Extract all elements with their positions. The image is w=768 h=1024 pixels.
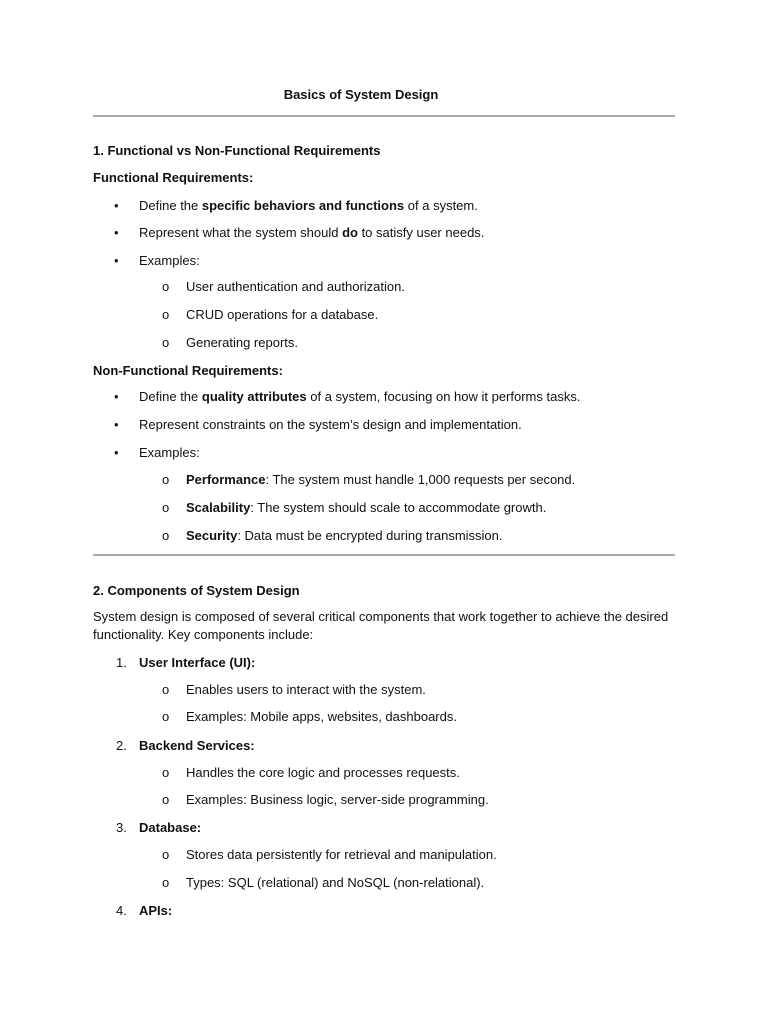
paragraph-line: functionality. Key components include: (93, 627, 314, 642)
sub-bullet-marker: o (162, 682, 170, 697)
section-heading: 1. Functional vs Non-Functional Requirements (93, 143, 381, 158)
sub-bullet-marker: o (162, 847, 170, 862)
sub-bullet-marker: o (162, 528, 170, 543)
component-label: Database: (139, 820, 202, 835)
sub-bullet-marker: o (162, 335, 170, 350)
document-title: Basics of System Design (283, 87, 439, 102)
list-number: 3. (116, 820, 127, 835)
horizontal-rule (93, 115, 675, 117)
list-item: Represent what the system should do to satisfy user needs. (139, 225, 485, 240)
sub-list-item: User authentication and authorization. (186, 279, 405, 294)
sub-list-item: Examples: Mobile apps, websites, dashboards. (186, 709, 457, 724)
list-item: Examples: (139, 253, 200, 268)
list-number: 4. (116, 903, 127, 918)
sub-bullet-marker: o (162, 765, 170, 780)
sub-list-item: Generating reports. (186, 335, 299, 350)
sub-list-item: CRUD operations for a database. (186, 307, 379, 322)
bullet-marker: • (114, 198, 119, 213)
sub-list-item: Handles the core logic and processes requests. (186, 765, 460, 780)
sub-list-item: Scalability: The system should scale to accommodate growth. (186, 500, 547, 515)
paragraph-line: System design is composed of several critical components that work together to achieve the desired (93, 609, 669, 624)
subsection-label: Non-Functional Requirements: (93, 363, 283, 378)
sub-list-item: Security: Data must be encrypted during transmission. (186, 528, 503, 543)
component-label: Backend Services: (139, 738, 255, 753)
section-heading: 2. Components of System Design (93, 583, 300, 598)
sub-list-item: Enables users to interact with the system. (186, 682, 426, 697)
subsection-label: Functional Requirements: (93, 170, 254, 185)
sub-bullet-marker: o (162, 709, 170, 724)
list-item: Represent constraints on the system’s design and implementation. (139, 417, 522, 432)
component-label: APIs: (139, 903, 173, 918)
sub-bullet-marker: o (162, 792, 170, 807)
component-label: User Interface (UI): (139, 655, 256, 670)
sub-list-item: Examples: Business logic, server-side programming. (186, 792, 489, 807)
bullet-marker: • (114, 417, 119, 432)
sub-bullet-marker: o (162, 500, 170, 515)
sub-list-item: Performance: The system must handle 1,000 requests per second. (186, 472, 576, 487)
list-number: 2. (116, 738, 127, 753)
bullet-marker: • (114, 445, 119, 460)
bullet-marker: • (114, 225, 119, 240)
sub-list-item: Stores data persistently for retrieval and manipulation. (186, 847, 497, 862)
sub-list-item: Types: SQL (relational) and NoSQL (non-relational). (186, 875, 485, 890)
sub-bullet-marker: o (162, 472, 170, 487)
bullet-marker: • (114, 389, 119, 404)
sub-bullet-marker: o (162, 279, 170, 294)
bullet-marker: • (114, 253, 119, 268)
list-item: Examples: (139, 445, 200, 460)
list-item: Define the quality attributes of a system, focusing on how it performs tasks. (139, 389, 581, 404)
list-item: Define the specific behaviors and functions of a system. (139, 198, 478, 213)
horizontal-rule (93, 554, 675, 556)
sub-bullet-marker: o (162, 875, 170, 890)
sub-bullet-marker: o (162, 307, 170, 322)
list-number: 1. (116, 655, 127, 670)
